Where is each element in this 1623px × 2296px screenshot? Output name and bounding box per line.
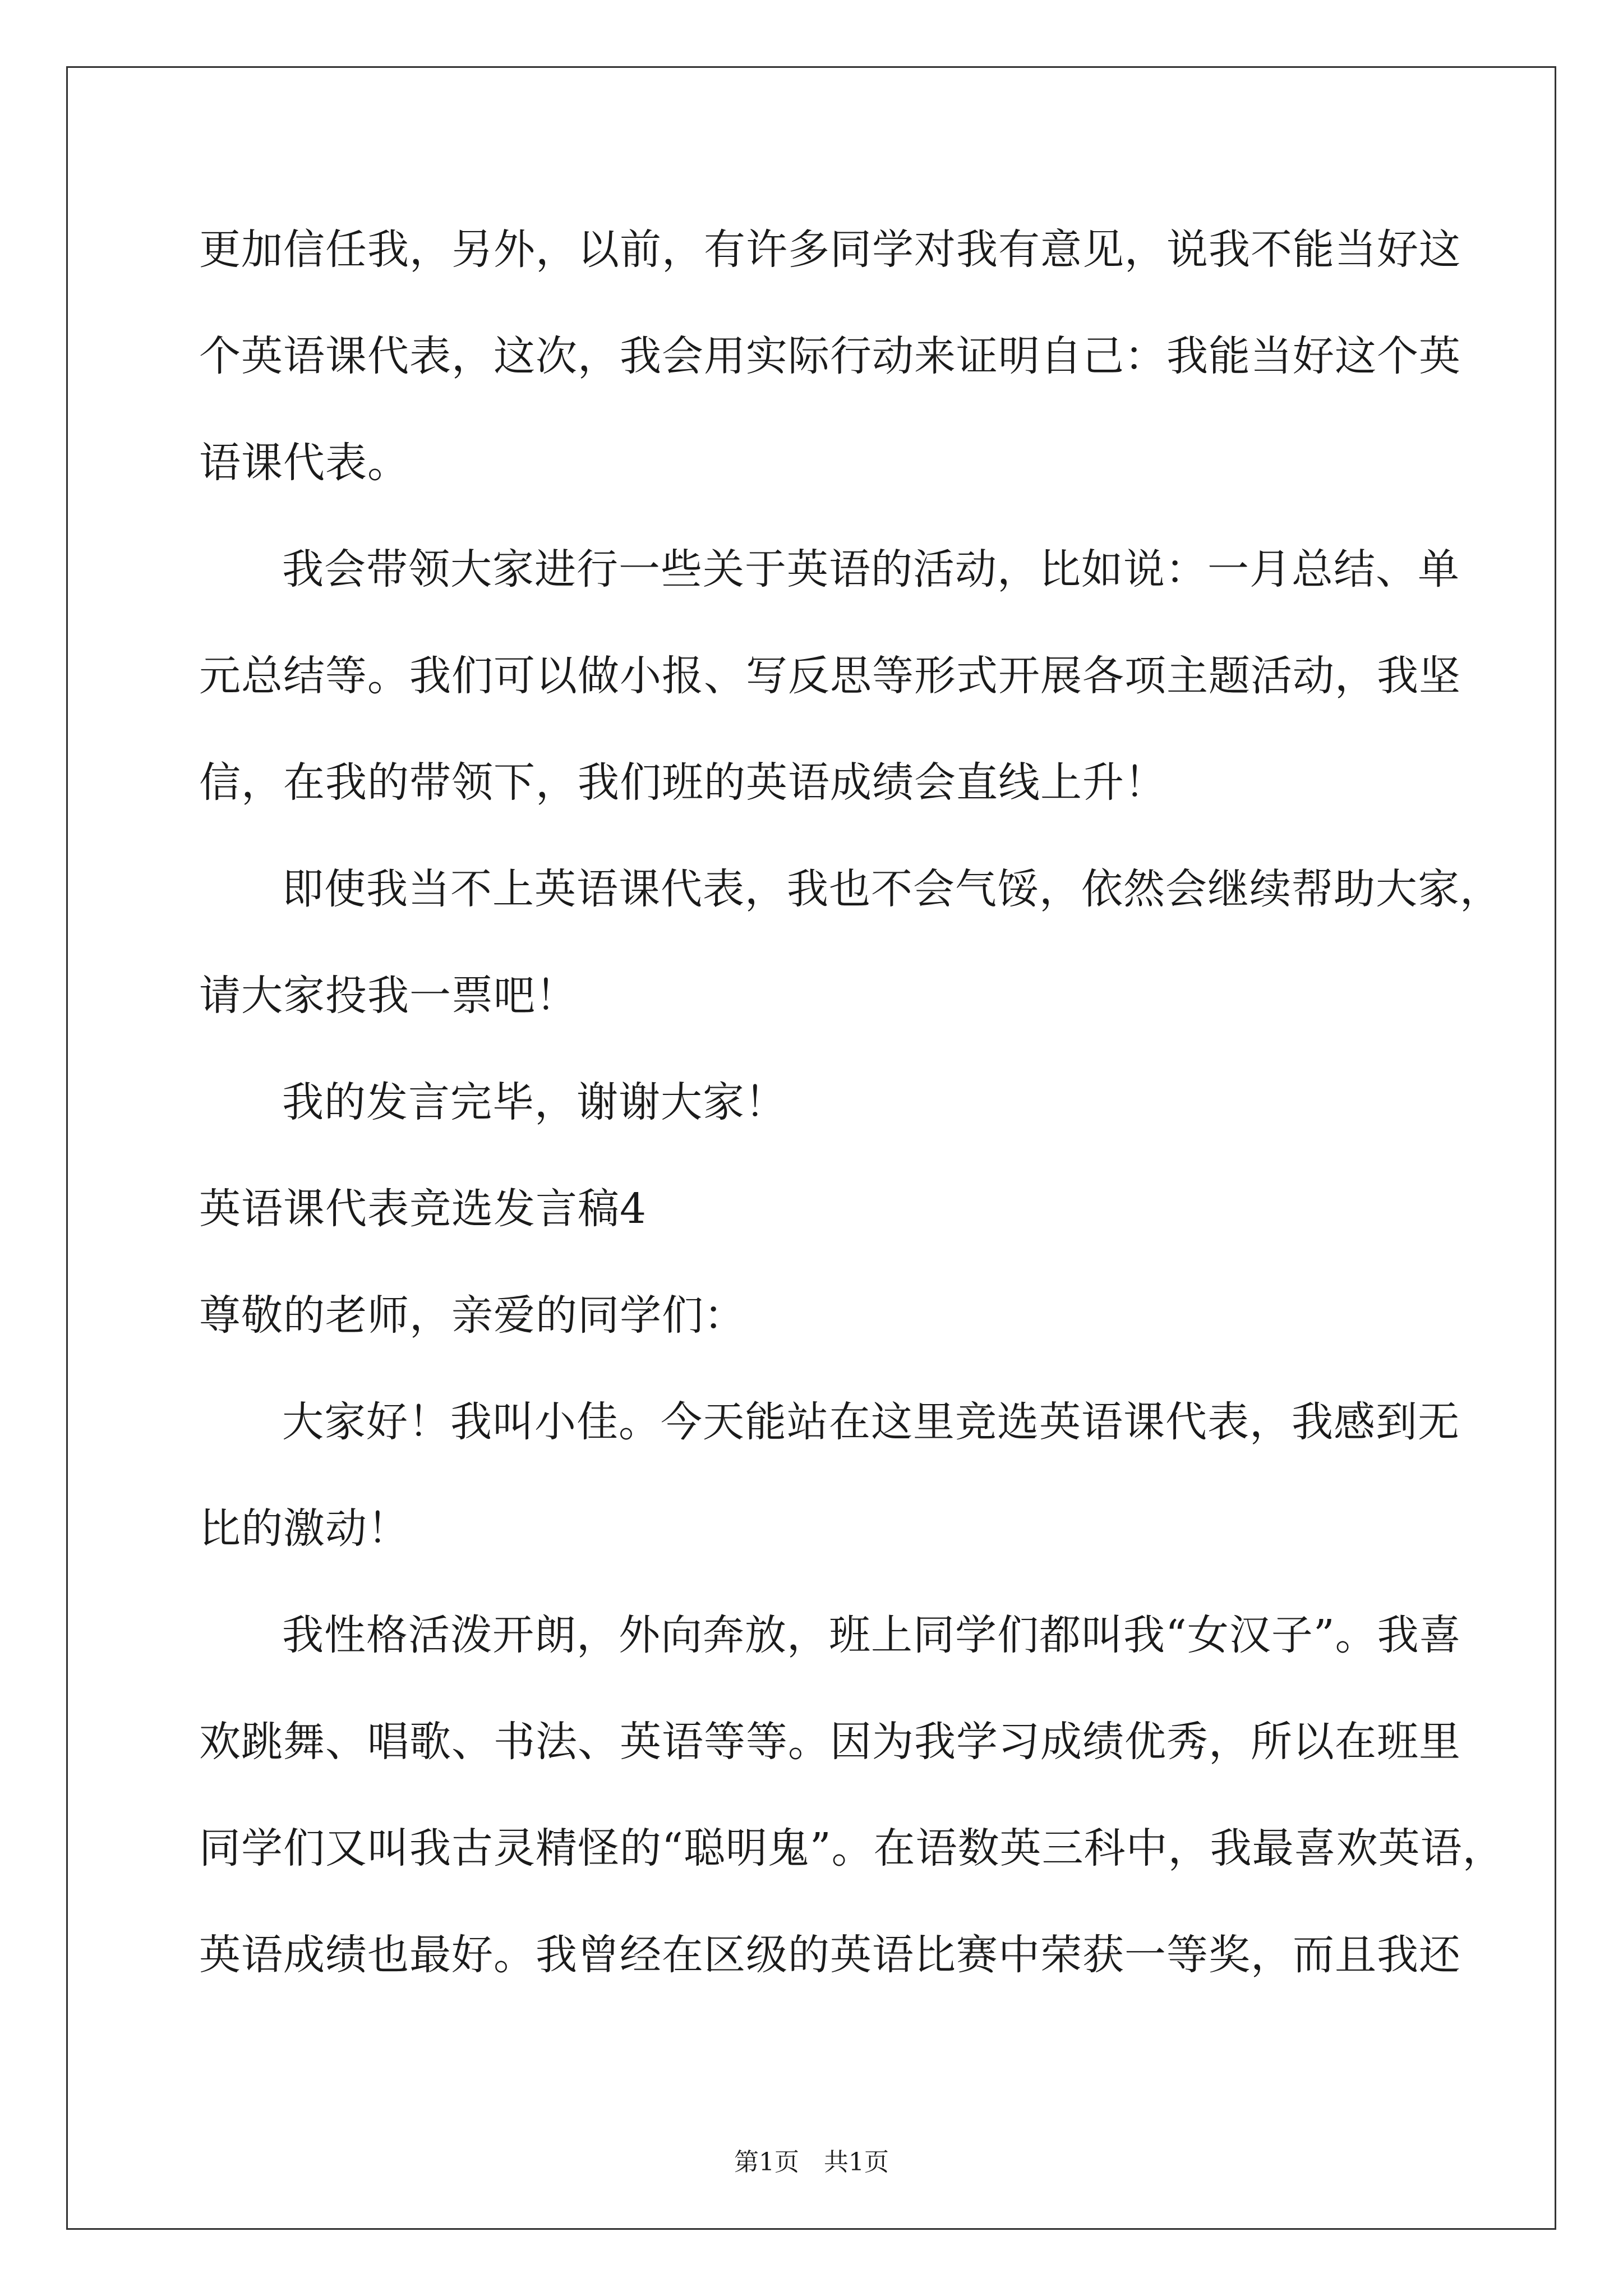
text-line: 英语成绩也最好。我曾经在区级的英语比赛中荣获一等奖，而且我还 (199, 1931, 1461, 1979)
salutation: 尊敬的老师，亲爱的同学们： (199, 1291, 746, 1340)
text-line: 请大家投我一票吧！ (199, 972, 578, 1020)
text-line: 大家好！我叫小佳。今天能站在这里竞选英语课代表，我感到无 (282, 1398, 1460, 1446)
text-line: 我会带领大家进行一些关于英语的活动，比如说：一月总结、单 (282, 545, 1460, 593)
text-line: 信，在我的带领下，我们班的英语成绩会直线上升！ (199, 758, 1166, 807)
section-heading: 英语课代表竞选发言稿4 (199, 1185, 647, 1233)
text-line: 更加信任我，另外，以前，有许多同学对我有意见，说我不能当好这 (199, 226, 1461, 274)
text-line: 同学们又叫我古灵精怪的“聪明鬼”。在语数英三科中，我最喜欢英语， (199, 1824, 1505, 1872)
text-line: 欢跳舞、唱歌、书法、英语等等。因为我学习成绩优秀，所以在班里 (199, 1718, 1461, 1766)
text-line: 即使我当不上英语课代表，我也不会气馁，依然会继续帮助大家， (282, 865, 1502, 913)
page-border (66, 66, 1556, 2230)
text-line: 比的激动！ (199, 1504, 409, 1553)
text-line: 元总结等。我们可以做小报、写反思等形式开展各项主题活动，我坚 (199, 652, 1461, 700)
text-line: 我的发言完毕，谢谢大家！ (282, 1078, 787, 1126)
page-number-footer: 第1页 共1页 (734, 2148, 889, 2177)
text-line: 我性格活泼开朗，外向奔放，班上同学们都叫我“女汉子”。我喜 (282, 1611, 1461, 1659)
text-line: 个英语课代表，这次，我会用实际行动来证明自己：我能当好这个英 (199, 332, 1461, 380)
text-line: 语课代表。 (199, 439, 409, 487)
